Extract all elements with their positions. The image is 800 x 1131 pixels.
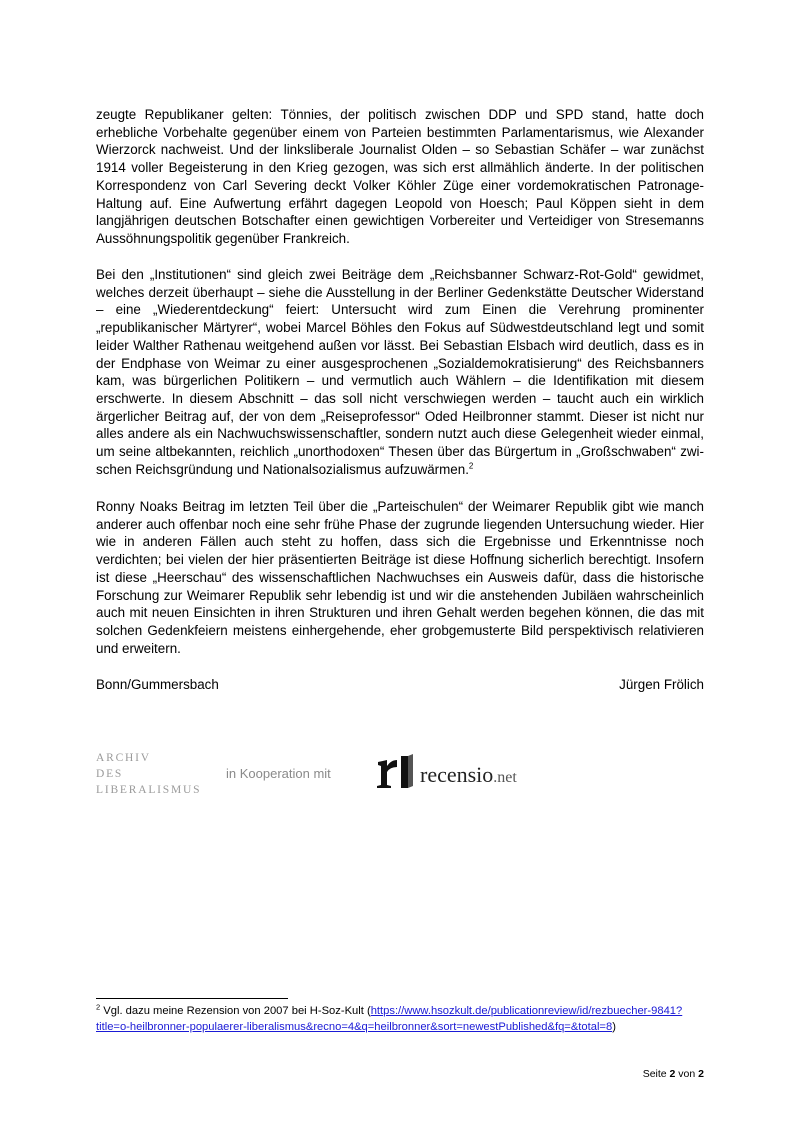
logo-bar [96,746,556,806]
page-total: 2 [698,1068,704,1080]
footnote [96,1004,704,1035]
body-paragraph [96,266,704,478]
recensio-name: recensio [420,762,494,787]
body-paragraph [96,106,704,248]
cooperation-text: in Kooperation mit [226,766,331,781]
paragraph-text: Ronny Noaks Beitrag im letzten Teil über die „Parteischulen“ der Weimarer Republik gibt wie manch anderer auch offenbar noch eine sehr frühe Phase der zugrunde liegenden Untersuchung wieder. Hier wie in anderen Fällen auch steht zu hoffen, dass sich die Ergebnisse und Erkenntnisse noch verdichten; bei vielen der hier präsentierten Beiträge ist diese Hoffnung sicherlich berechtigt. Insofern ist diese „Heerschau“ des wissenschaftlichen Nachwuchses ein Ausweis dafür, dass die historische Forschung zur Weimarer Republik sehr lebendig ist und wir die anstehenden Jubiläen wahrscheinlich auch mit neuen Einsichten in ihren Strukturen und ihren Gehalt werden begehen können, die das mit solchen Gedenkfeiern meistens einhergehende, eher grobgemusterte Bild perspektivisch relativieren und erweitern. [96,499,704,656]
footnote-divider [96,998,288,999]
footnote-marker[interactable]: 2 [468,461,474,471]
logo-text-line: LIBERALISMUS [96,784,202,796]
signature-author: Jürgen Frölich [619,677,704,692]
logo-text-line: ARCHIV [96,752,151,764]
body-paragraph [96,498,704,657]
archiv-des-liberalismus-logo [96,750,201,798]
page-current: 2 [669,1068,676,1080]
recensio-r-icon [374,752,414,792]
footnote-text: Vgl. dazu meine Rezension von 2007 bei H-Soz-Kult ( [100,1005,371,1017]
signature-place: Bonn/Gummersbach [96,677,219,692]
footnote-number: 2 [96,1002,101,1012]
footnote-link[interactable]: https://www.hsozkult.de/publicationreview/id/rezbuecher-9841?title=o-heilbronner-populaerer-liberalismus&recno=4&q=heilbronner&sort=newestPublished&fq=&total=8 [96,1005,683,1033]
recensio-logo-text [420,762,517,788]
recensio-tld: .net [493,769,517,786]
logo-text-line: DES [96,768,124,780]
page-label: Seite [642,1068,670,1080]
footnote-close: ) [612,1020,616,1033]
page-number [643,1068,704,1080]
paragraph-text: zeugte Republikaner gelten: Tönnies, der politisch zwischen DDP und SPD stand, hatte doch erhebliche Vorbehalte gegenüber einem von Parteien bestimmten Parlamentarismus, wie Alexander Wierzorck nachweist. Und der linksliberale Journalist Olden – so Sebastian Schäfer – war zunächst 1914 voller Begeisterung in den Krieg gezogen, was sich erst allmählich änderte. In der politischen Korrespondenz von Carl Severing deckt Volker Köhler Züge einer vordemokratischen Patronage-Haltung auf. Eine Aufwertung erfährt dagegen Leopold von Hoesch; Paul Köppen sieht in dem langjährigen deutschen Botschafter einen gewichtigen Vorbereiter und Verteidiger von Stresemanns Aussöhnungspolitik gegenüber Frankreich. [96,107,704,246]
page-of: von [675,1068,699,1080]
paragraph-text: Bei den „Institutionen“ sind gleich zwei Beiträge dem „Reichsbanner Schwarz-Rot-Gold“ gewidmet, welches derzeit überhaupt – siehe die Ausstellung in der Berliner Gedenkstätte Deutscher Widerstand – eine „Wiederentdeckung“ feiert: Untersucht wird zum Einen die Verehrung prominenter „republikanischer Märtyrer“, wobei Marcel Böhles den Fokus auf Südwestdeutschland legt und somit leider Walther Rathenau weitgehend außen vor lässt. Bei Sebastian Elsbach wird deutlich, dass es in der Endphase von Weimar zu einer ausgesprochenen „Sozialdemokratisierung“ des Reichsbanners kam, was bürgerlichen Politikern – und vermutlich auch Wählern – die Identifikation mit diesem erschwerte. In diesem Abschnitt – das soll nicht verschwiegen werden – taucht auch ein wirklich ärgerlicher Beitrag auf, der von dem „Reiseprofessor“ Oded Heilbronner stammt. Dieser ist nicht nur alles andere als ein Nachwuchswissenschaftler, sondern nutzt auch diese Gelegenheit wieder einmal, um seine altbekannten, reichlich „unorthodoxen“ Thesen über das Bürgertum in „Großschwaben“ zwischen Reichsgründung und Nationalsozialismus aufzuwärmen. [96,267,704,477]
